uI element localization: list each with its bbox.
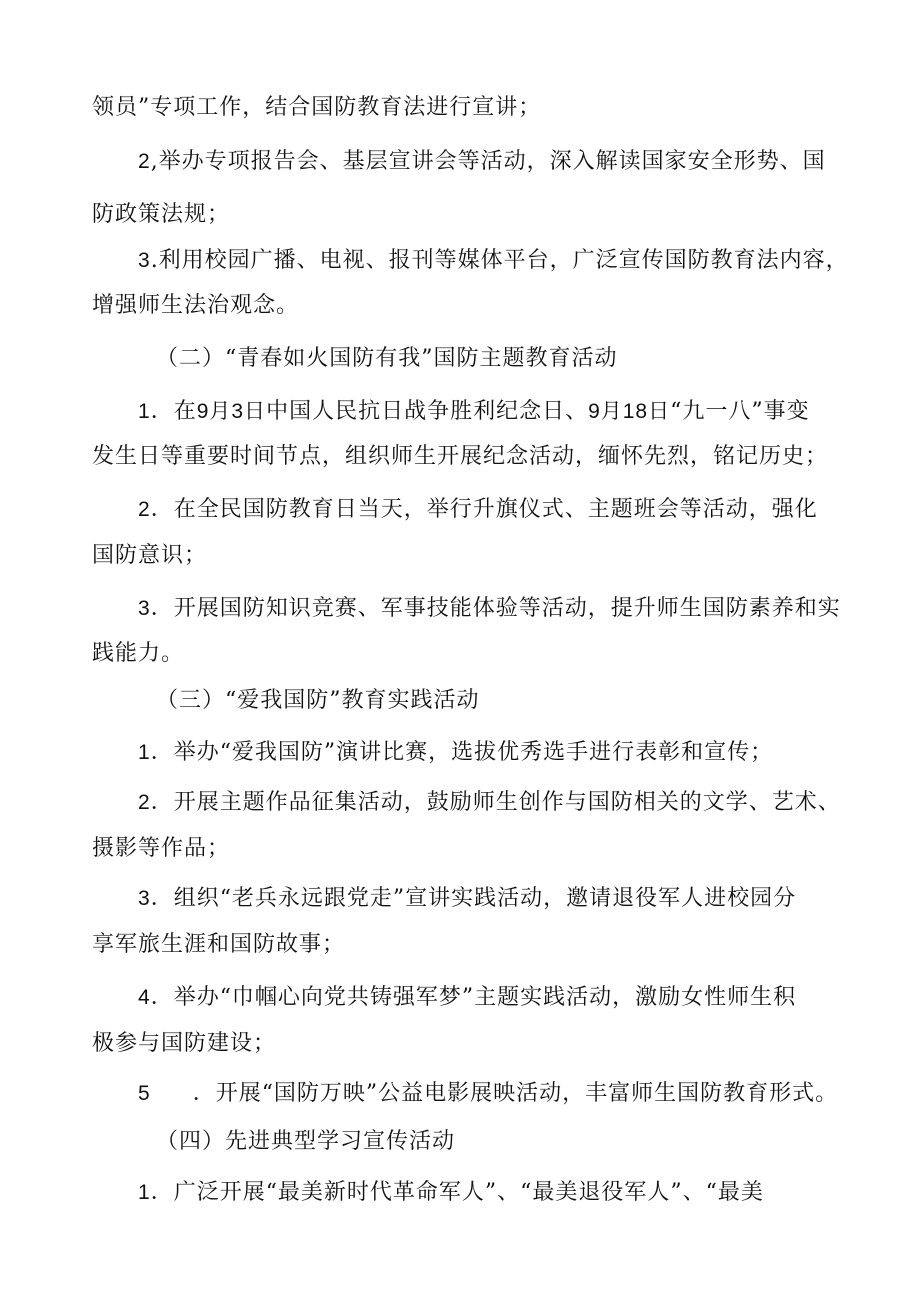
list-item-line <box>138 787 841 819</box>
list-number: 3 <box>138 887 151 910</box>
list-item-continuation <box>92 833 230 865</box>
list-item-line <box>138 1078 838 1110</box>
list-item-text: ．在全民国防教育日当天，举行升旗仪式、主题班会等活动，强化 <box>150 497 818 522</box>
list-number: 1 <box>138 400 151 423</box>
list-item-text: 防政策法规； <box>92 202 231 227</box>
list-item-continuation <box>92 1028 276 1060</box>
list-item-line <box>138 1177 764 1209</box>
list-number: 2 <box>138 791 151 814</box>
list-item-text: 摄影等作品； <box>92 836 231 861</box>
list-item-text: ．组织“老兵永远跟党走”宣讲实践活动，邀请退役军人进校园分 <box>150 886 797 911</box>
list-item-text: .利用校园广播、电视、报刊等媒体平台，广泛宣传国防教育法内容， <box>150 248 849 273</box>
section-heading <box>156 685 480 717</box>
list-item-text: 发生日等重要时间节点，组织师生开展纪念活动，缅怀先烈，铭记历史； <box>92 444 829 469</box>
list-item-text: 极参与国防建设； <box>92 1031 277 1056</box>
list-number: 5 <box>138 1082 151 1105</box>
list-number: 2 <box>138 150 151 173</box>
list-number: 1 <box>138 741 151 764</box>
section-heading <box>156 343 618 375</box>
list-item-text: 国防意识； <box>92 543 208 568</box>
list-item-continuation <box>92 929 345 961</box>
list-item-line <box>138 982 796 1014</box>
list-item-text: ．在 <box>150 399 197 424</box>
date-text: 9月18日 <box>588 400 671 423</box>
list-item-text: ．举办“巾帼心向党共铸强军梦”主题实践活动，激励女性师生积 <box>150 985 797 1010</box>
list-number: 2 <box>138 498 151 521</box>
list-item-continuation <box>92 441 828 473</box>
list-item-text: 践能力。 <box>92 641 185 666</box>
paragraph-text: 领员”专项工作，结合国防教育法进行宣讲； <box>92 95 542 120</box>
list-item-continuation <box>92 199 230 231</box>
list-number: 4 <box>138 986 151 1009</box>
list-item-line <box>138 494 818 526</box>
list-item-text: ．开展国防知识竞赛、军事技能体验等活动，提升师生国防素养和实 <box>150 596 841 621</box>
list-item-line <box>138 245 849 277</box>
list-number: 3 <box>138 249 151 272</box>
list-number: 3 <box>138 597 151 620</box>
list-item-text: ．开展“国防万映”公益电影展映活动，丰富师生国防教育形式。 <box>192 1081 839 1106</box>
list-item-continuation <box>92 290 299 322</box>
list-item-line <box>138 146 826 178</box>
list-item-text: 增强师生法治观念。 <box>92 293 300 318</box>
list-item-continuation <box>92 540 207 572</box>
list-item-line <box>138 396 810 428</box>
list-item-text: ．开展主题作品征集活动，鼓励师生创作与国防相关的文学、艺术、 <box>150 790 841 815</box>
list-item-text: ．广泛开展“最美新时代革命军人”、“最美退役军人”、“最美 <box>150 1180 764 1205</box>
list-item-text: 中国人民抗日战争胜利纪念日、 <box>266 399 589 424</box>
list-item-line <box>138 883 796 915</box>
list-item-continuation <box>92 638 184 670</box>
list-item-line <box>138 737 773 769</box>
section-heading-text: （三）“爱我国防”教育实践活动 <box>156 688 480 713</box>
paragraph-line <box>92 92 541 124</box>
list-item-text: ,举办专项报告会、基层宣讲会等活动，深入解读国家安全形势、国 <box>150 149 826 174</box>
list-item-text: ．举办“爱我国防”演讲比赛，选拔优秀选手进行表彰和宣传； <box>150 740 774 765</box>
section-heading-text: （四）先进典型学习宣传活动 <box>156 1129 456 1154</box>
section-heading <box>156 1126 455 1158</box>
list-number: 1 <box>138 1181 151 1204</box>
list-item-text: “九一八”事变 <box>670 399 810 424</box>
date-text: 9月3日 <box>196 400 267 423</box>
list-item-line <box>138 593 841 625</box>
list-item-text: 享军旅生涯和国防故事； <box>92 932 346 957</box>
section-heading-text: （二）“青春如火国防有我”国防主题教育活动 <box>156 346 618 371</box>
